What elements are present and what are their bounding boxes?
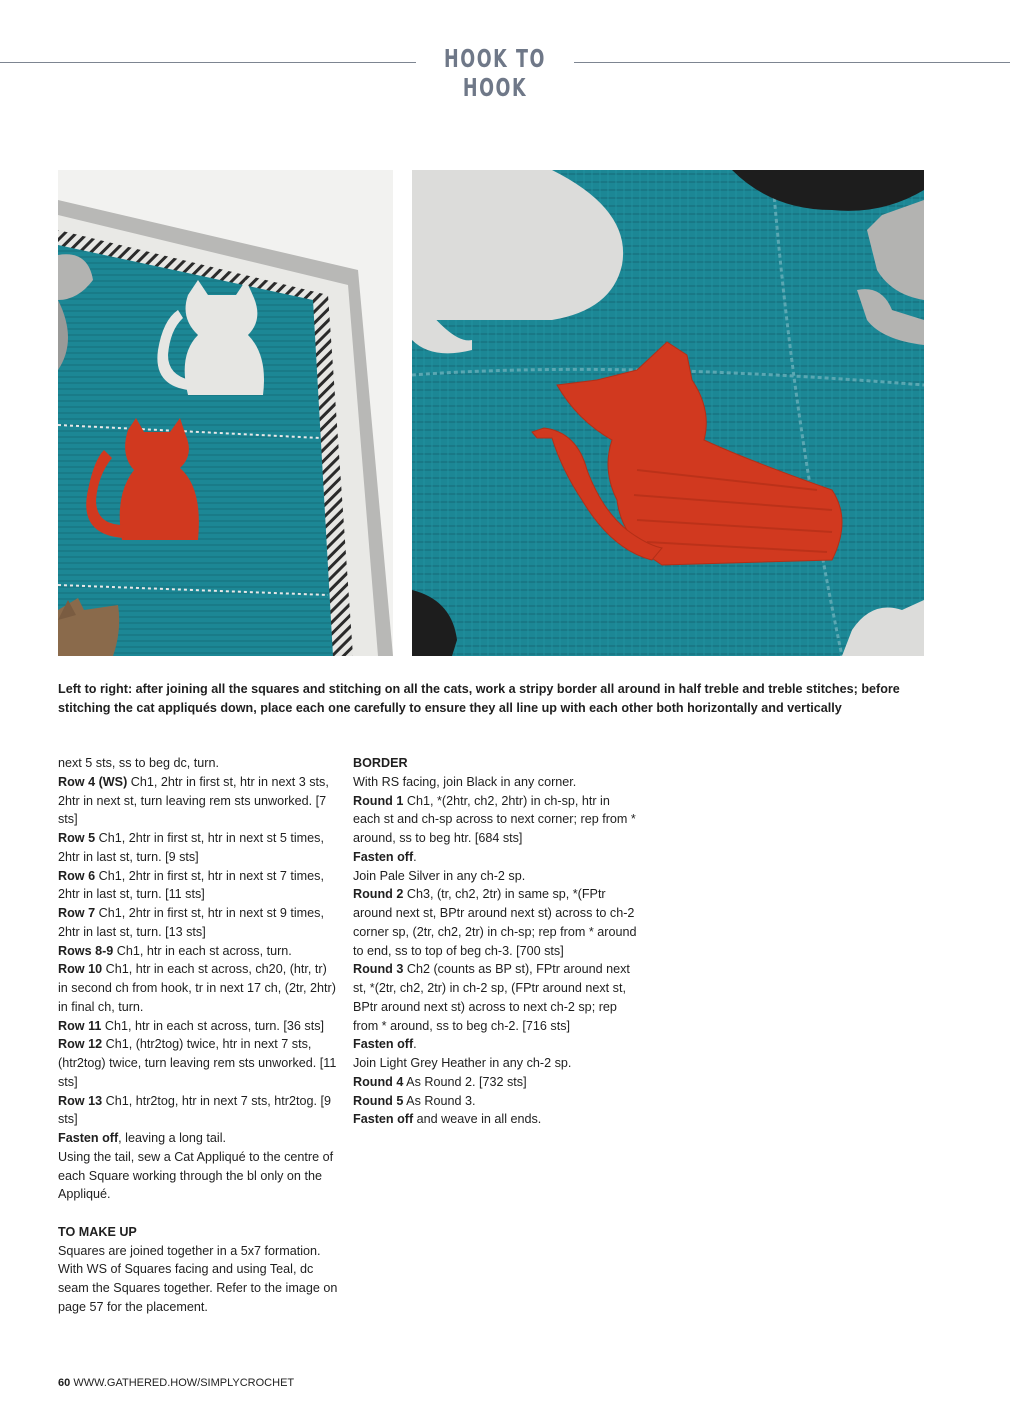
blanket-corner-illustration [58, 170, 393, 656]
make-up-heading: TO MAKE UP [58, 1224, 137, 1239]
red-cat-closeup-illustration [412, 170, 924, 656]
border-round-line-text: Ch3, (tr, ch2, 2tr) in same sp, *(FPtr around next st, BPtr around next st) across to ch-2 corner sp, (2tr, ch2, 2tr) in ch-sp; rep from * around to end, ss to top of beg ch-3. [700 sts] [353, 887, 637, 958]
pattern-row-line-text: Ch1, 2htr in first st, htr in next 3 sts, 2htr in next st, turn leaving rem sts unworked. [7 sts] [58, 774, 329, 827]
pattern-row-line-text: Ch1, htr in each st across, ch20, (htr, tr) in second ch from hook, tr in next 17 ch, (2tr, 2htr) in final ch, turn. [58, 962, 336, 1014]
border-round-line-text: Join Pale Silver in any ch-2 sp. [353, 868, 526, 883]
border-round-line [353, 867, 637, 886]
pattern-row-line-label: Row 10 [58, 962, 103, 977]
border-round-line-label: Round 5 [353, 1093, 404, 1108]
pattern-row-line-text: next 5 sts, ss to beg dc, turn. [58, 756, 220, 770]
border-round-line [353, 1035, 637, 1054]
footer-url: WWW.GATHERED.HOW/SIMPLYCROCHET [73, 1377, 295, 1389]
photo-red-cat-closeup [412, 170, 924, 656]
border-round-line [353, 773, 637, 792]
spacer [58, 1204, 338, 1223]
border-round-line-label: Round 3 [353, 962, 404, 977]
pattern-row-line [58, 1017, 338, 1036]
border-round-line-text: and weave in all ends. [413, 1112, 542, 1127]
border-round-line-label: Round 4 [353, 1074, 404, 1089]
photo-blanket-corner [58, 170, 393, 656]
border-instruction-list [353, 773, 637, 1129]
border-round-line-label: Fasten off [353, 1112, 414, 1127]
pattern-row-line-text: Ch1, htr2tog, htr in next 7 sts, htr2tog. [9 sts] [58, 1093, 332, 1127]
pattern-row-line [58, 1092, 338, 1130]
border-round-line-text: Join Light Grey Heather in any ch-2 sp. [353, 1056, 572, 1070]
pattern-row-line-text: Ch1, 2htr in first st, htr in next st 7 times, 2htr in last st, turn. [11 sts] [58, 868, 324, 902]
page-number: 60 [58, 1377, 71, 1389]
photo-caption: Left to right: after joining all the squares and stitching on all the cats, work a stripy border all around in half treble and treble stitches; before stitching the cat appliqués down, place each one carefully to ensure they all line up with each other both horizontally and vertically [58, 682, 900, 715]
border-round-line-text: . [413, 849, 417, 864]
pattern-row-line [58, 960, 338, 1016]
left-instruction-list [58, 754, 338, 1204]
pattern-left-column [58, 754, 338, 1317]
header-rule-right [574, 62, 1010, 63]
border-round-line-text: Ch1, *(2htr, ch2, 2htr) in ch-sp, htr in each st and ch-sp across to next corner; rep from * around, ss to beg htr. [684 sts] [353, 793, 636, 845]
border-round-line [353, 1073, 637, 1092]
pattern-row-line-text: Ch1, 2htr in first st, htr in next st 5 times, 2htr in last st, turn. [9 sts] [58, 831, 324, 864]
pattern-row-line-label: Row 4 (WS) [58, 774, 128, 789]
border-round-line-text: Ch2 (counts as BP st), FPtr around next st, *(2tr, ch2, 2tr) in ch-2 sp, (FPtr around next st, BPtr around next st) across to next ch-2 sp; rep from * around, ss to beg ch-2. [716 sts] [353, 962, 630, 1033]
pattern-row-line-text: , leaving a long tail. [118, 1131, 226, 1145]
pattern-row-line [58, 773, 338, 829]
border-round-line-label: Round 2 [353, 887, 404, 902]
pattern-row-line-label: Row 13 [58, 1093, 103, 1108]
header-rule-left [0, 62, 416, 63]
pattern-row-line [58, 829, 338, 867]
border-heading: BORDER [353, 756, 408, 770]
pattern-row-line [58, 867, 338, 905]
border-round-line-text: . [413, 1037, 417, 1052]
pattern-row-line-text: Ch1, htr in each st across, turn. [36 sts] [101, 1018, 324, 1033]
page-footer [58, 1377, 294, 1389]
pattern-row-line-label: Row 5 [58, 831, 96, 845]
pattern-row-line [58, 904, 338, 942]
border-round-line [353, 885, 637, 960]
pattern-row-line [58, 754, 338, 773]
pattern-row-line [58, 1035, 338, 1091]
border-round-line [353, 792, 637, 848]
pattern-border-column [353, 754, 637, 1129]
border-round-line-text: As Round 3. [403, 1093, 476, 1108]
pattern-row-line-text: Using the tail, sew a Cat Appliqué to the centre of each Square working through the bl only on the Appliqué. [58, 1149, 334, 1202]
border-round-line-text: With RS facing, join Black in any corner. [353, 774, 577, 789]
border-round-line [353, 1110, 637, 1129]
border-round-line-label: Fasten off [353, 849, 414, 864]
border-round-line [353, 1054, 637, 1073]
pattern-row-line-label: Row 6 [58, 868, 96, 883]
pattern-row-line-text: Ch1, (htr2tog) twice, htr in next 7 sts, (htr2tog) twice, turn leaving rem sts unworked. [11 sts] [58, 1037, 337, 1089]
border-round-line-label: Round 1 [353, 793, 404, 808]
make-up-text: Squares are joined together in a 5x7 formation. With WS of Squares facing and using Teal, dc seam the Squares together. Refer to the image on page 57 for the placement. [58, 1243, 338, 1314]
section-title: HOOK TO HOOK [443, 44, 547, 102]
pattern-row-line-label: Row 7 [58, 906, 96, 920]
border-round-line-text: As Round 2. [732 sts] [403, 1074, 527, 1089]
pattern-row-line-label: Row 12 [58, 1037, 103, 1052]
pattern-row-line [58, 942, 338, 961]
pattern-row-line-label: Row 11 [58, 1018, 102, 1033]
border-round-line [353, 848, 637, 867]
pattern-row-line-label: Rows 8-9 [58, 943, 114, 958]
border-round-line [353, 1092, 637, 1111]
border-round-line-label: Fasten off [353, 1037, 414, 1052]
pattern-row-line-text: Ch1, 2htr in first st, htr in next st 9 times, 2htr in last st, turn. [13 sts] [58, 906, 324, 939]
border-round-line [353, 960, 637, 1035]
pattern-row-line [58, 1148, 338, 1204]
pattern-row-line [58, 1129, 338, 1148]
pattern-row-line-label: Fasten off [58, 1131, 119, 1145]
pattern-row-line-text: Ch1, htr in each st across, turn. [113, 943, 292, 958]
